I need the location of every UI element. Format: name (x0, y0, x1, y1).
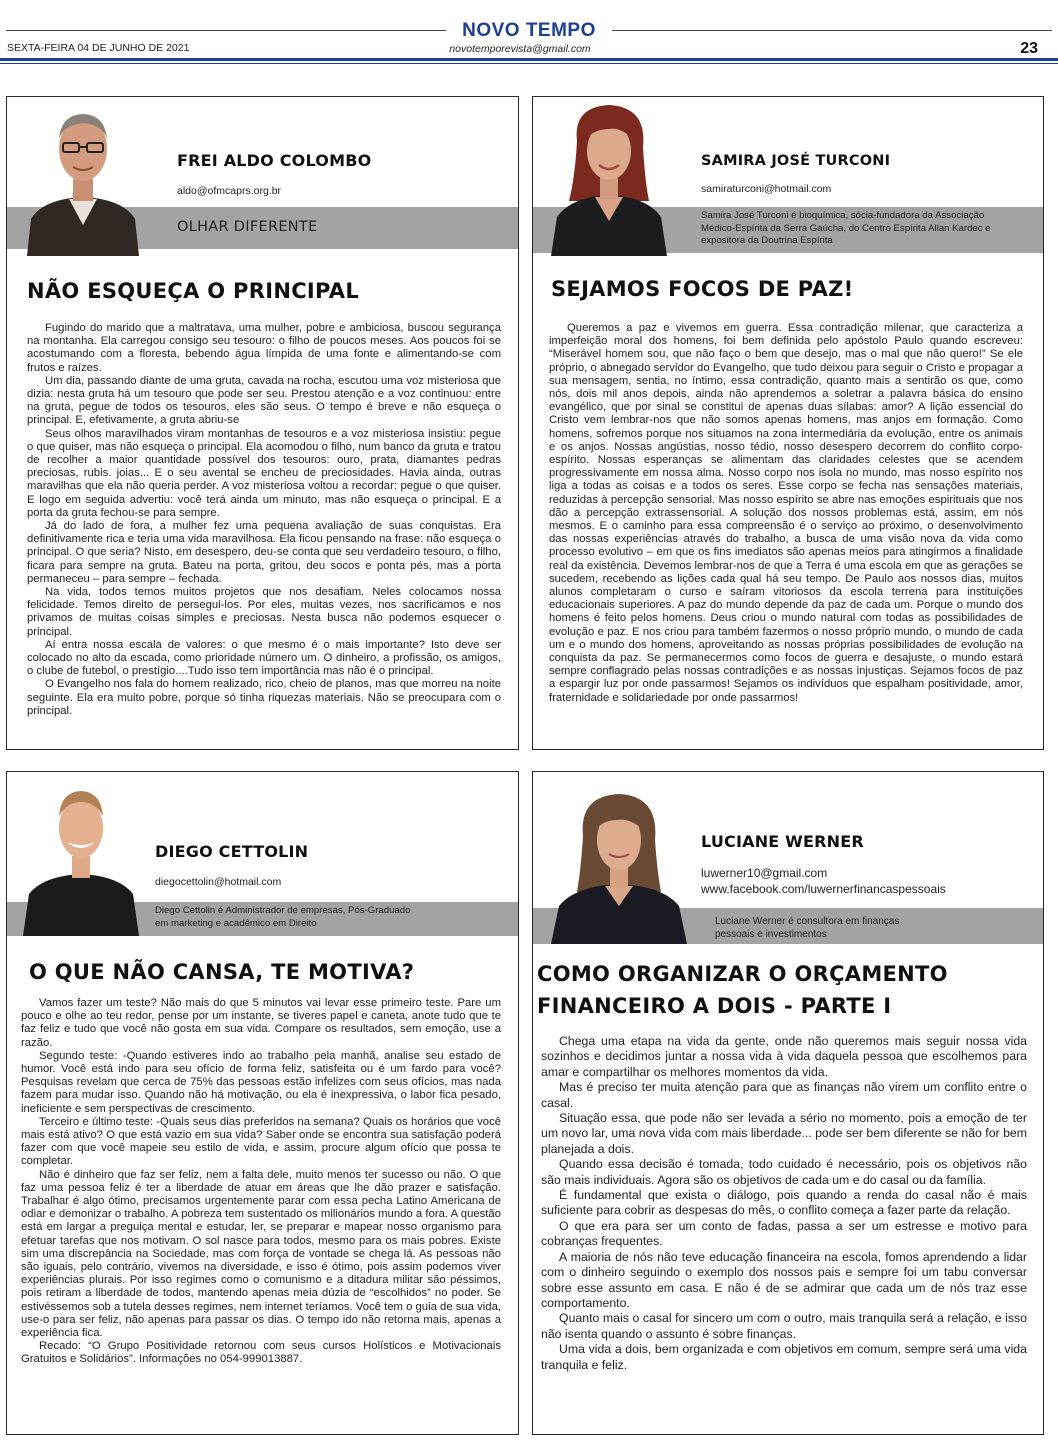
article-paragraph: Chega uma etapa na vida da gente, onde não queremos mais seguir nossa vida sozinhos e decidimos juntar a nossa vida à vida daquela pessoa que escolhemos para amar e compartilhar os melhores momentos da vida. (541, 1034, 1027, 1079)
issue-date: SEXTA-FEIRA 04 DE JUNHO DE 2021 (7, 42, 190, 54)
article-paragraph: Um dia, passando diante de uma gruta, cavada na rocha, escutou uma voz misteriosa que dizia: nesta gruta há um tesouro que pode ser seu. Prestou atenção e a voz continuou: entre na gruta, pegue de todos os tesouros, eles são seus. O tempo é breve e não esqueça o principal. E, efetivamente, a gruta abriu-se (27, 374, 501, 427)
article-body (549, 322, 1023, 705)
author-email[interactable]: luwerner10@gmail.com (701, 866, 828, 880)
author-name: FREI ALDO COLOMBO (177, 151, 372, 170)
header-rule (0, 58, 1058, 61)
author-bio: Samira José Turconi é bioquímica, sócia-fundadora da Associação Médico-Espírita da Serra Gaúcha, do Centro Espírita Allan Kardec e expositora da Doutrina Espírita (701, 210, 991, 246)
article-paragraph: Segundo teste: -Quando estiveres indo ao trabalho pela manhã, analise seu estado de humor. Você está indo para seu ofício de forma feliz, satisfeita ou é um fardo para você? Pesquisas revelam que cerca de 75% das pessoas estão infelizes com seus ofícios, mas nada fazem para mudar isso. Quando não há motivação, ou ela é inexpressiva, o labor fica pesado, ineficiente e sem perspectivas de crescimento. (21, 1049, 501, 1115)
article-paragraph: Queremos a paz e vivemos em guerra. Essa contradição milenar, que caracteriza a imperfeição moral dos homens, foi bem definida pelo apóstolo Paulo quando escreveu: “Miserável homem sou, que não faço o bem que desejo, mas o mal que não quero!” Se ele próprio, o abnegado servidor do Evangelho, que tudo deixou para seguir o Cristo e propagar a sua mensagem, sentia, no íntimo, essa contradição, quanto mais a sentirão os que, como nós, dois mil anos depois, ainda não aprendemos a soletrar a palavra básica do ensino evangélico, que por sinal se constitui de apenas duas sílabas: amor? A lição essencial do Cristo vem lembrar-nos que não somos apenas homens, mas anjos em formação. Como homens, sofremos porque nos situamos na zona intermediária da evolução, entre os animais e os anjos. Nossas angústias, nosso tédio, nosso desespero decorrem do conflito corpo-espírito. Nossas esperanças se alimentam das claridades celestes que se acendem progressivamente em nossa alma. Nosso corpo nos isola no mundo, mas nosso espírito nos liga a todas as coisas e a todos os seres. Esse corpo se fecha nas sensações materiais, reduzidas à percepção sensorial. Mas nosso espírito se abre nas emoções espirituais que nos dão a percepção extrassensorial. A solução dos nossos problemas está, assim, em nós mesmos. E o caminho para essa compreensão é o serviço ao próximo, o desenvolvimento das nossas experiências através do trabalho, a busca de uma visão nova da vida como processo evolutivo – em que os fins imediatos são apenas meios para atingirmos a finalidade real da existência. Devemos lembrar-nos de que a Terra é uma escola em que as gerações se sucedem, recebendo as lições cada qual há seu tempo. De Paulo aos nossos dias, muitos alunos completaram o curso e saíram vitoriosos da escola terrena para instituições educacionais superiores. A paz do mundo depende da paz de cada um. Porque o mundo dos homens é feito pelos homens. Deus criou o mundo natural com todas as possibilidades de evolução e paz. E nos criou para também fazermos o nosso próprio mundo, o mundo de cada um e o mundo dos homens, aproveitando as nossas próprias possibilidades de evolução na conquista da paz. Se permanecermos como focos de guerra e desajuste, o mundo estará sempre conflagrado pelas nossas contradições e as nossas injustiças. Sejamos focos de paz a espargir luz por onde passarmos! Sejamos os indivíduos que espalham positividade, amor, fraternidade e solidariedade por onde passarmos! (549, 322, 1023, 704)
article-paragraph: Aí entra nossa escala de valores: o que mesmo é o mais importante? Isto deve ser colocado no alto da escada, como prioridade número um. O dinheiro, a profissão, os amigos, o clube de futebol, o prestígio....Tudo isso tem importância mas não é o principal. (27, 638, 501, 678)
article-title: SEJAMOS FOCOS DE PAZ! (551, 277, 854, 301)
publication-email[interactable]: novotemporevista@gmail.com (449, 43, 591, 55)
author-name: LUCIANE WERNER (701, 832, 864, 851)
article-title (537, 958, 948, 1022)
article-paragraph: Mas é preciso ter muita atenção para que as finanças não virem um conflito entre o casal. (541, 1080, 1027, 1110)
article-paragraph: O que era para ser um conto de fadas, passa a ser um estresse e motivo para cobranças frequentes. (541, 1218, 1027, 1249)
article-paragraph: Quando essa decisão é tomada, todo cuidado é necessário, pois os objetivos não são mais individuais. Agora são os objetivos de cada um e do casal ou da família. (541, 1157, 1027, 1187)
author-website[interactable]: www.facebook.com/luwernerfinancaspessoais (701, 882, 946, 896)
author-photo (21, 782, 141, 936)
article-title-line-2: FINANCEIRO A DOIS - PARTE I (537, 994, 892, 1018)
author-email[interactable]: diegocettolin@hotmail.com (155, 876, 282, 888)
page-header (0, 0, 1058, 66)
article-paragraph: Uma vida a dois, bem organizada e com objetivos em comum, sempre será uma vida tranquila e feliz. (541, 1342, 1027, 1372)
article-title: NÃO ESQUEÇA O PRINCIPAL (27, 279, 360, 303)
article-paragraph: É fundamental que exista o diálogo, pois quando a renda do casal não é mais suficiente para cobrir as despesas do mês, o conflito começa a fazer parte da relação. (541, 1188, 1027, 1218)
article-body (541, 1034, 1027, 1373)
page-number: 23 (1020, 40, 1038, 57)
author-photo (23, 101, 143, 256)
article-paragraph: Já do lado de fora, a mulher fez uma pequena avaliação de suas conquistas. Era definitivamente rica e teria uma vida maravilhosa. Ela ficou pensando na frase: não esqueça o principal. O que seria? Nisto, em desespero, deu-se conta que seu verdadeiro tesouro, o filho, ficara para sempre na gruta. Bateu na porta, gritou, deu socos e ponta pés, mas a porta permaneceu – para sempre – fechada. (27, 520, 501, 585)
article-paragraph: Fugindo do marido que a maltratava, uma mulher, pobre e ambiciosa, buscou segurança na montanha. Ela carregou consigo seu tesouro: o filho de poucos meses. Aos poucos foi se acostumando com a floresta, bebendo água límpida de uma fonte e alimentando-se com frutos e raízes. (27, 322, 501, 374)
author-name: SAMIRA JOSÉ TURCONI (701, 153, 891, 169)
article-paragraph: Quanto mais o casal for sincero um com o outro, mais tranquila será a relação, e isso não isenta quando o assunto é sobre finanças. (541, 1311, 1027, 1341)
column-diego-cettolin (6, 771, 519, 1435)
article-paragraph: O Evangelho nos fala do homem realizado, rico, cheio de planos, mas que morreu na noite seguinte. Ela era muito pobre, porque só tinha riquezas materiais. Não se preocupara com o principal. (27, 678, 501, 717)
author-email[interactable]: samiraturconi@hotmail.com (701, 183, 832, 195)
author-email[interactable]: aldo@ofmcaprs.org.br (177, 185, 282, 197)
article-paragraph: Recado: “O Grupo Positividade retornou com seus cursos Holísticos e Motivacionais Gratuitos e Solidários”. Informações no 054-999013887. (21, 1340, 501, 1366)
author-name: DIEGO CETTOLIN (155, 842, 309, 861)
article-body (21, 997, 501, 1367)
article-paragraph: Vamos fazer um teste? Não mais do que 5 minutos vai levar esse primeiro teste. Pare um pouco e olhe ao teu redor, pense por um instante, se tiveres papel e caneta, anote tudo que te faz feliz e tudo que você não gosta em sua vida. Compare os resultados, sem emoção, use a razão. (21, 997, 501, 1049)
article-paragraph: Não é dinheiro que faz ser feliz, nem a falta dele, muito menos ter sucesso ou não. O que faz uma pessoa feliz é ter a liberdade de atuar em áreas que lhe dão prazer e satisfação. Trabalhar é algo ótimo, precisamos urgentemente parar com essa pecha Latino Americana de odiar e demonizar o trabalho. A pobreza tem sustentado os milionários mundo a fora. A questão está em largar a preguiça mental e estudar, ler, se preparar e mapear nosso organismo para efetuar tarefas que nos motivam. O sol nasce para todos, mesmo para os mais pobres. Existe sim uma discrepância na Sociedade, mas com força de vontade se chega lá. As pessoas não são iguais, pelo contrário, vivemos na diversidade, e isso é ótimo, pois assim podemos viver experiências plurais. Por isso regimes como o comunismo e a ditadura militar são péssimos, pois retiram a liberdade de todos, mantendo apenas meia dúzia de “escolhidos” no poder. Se estivéssemos sob a tutela desses regimes, nem internet teríamos. Você tem o guia de sua vida, use-o para ser feliz, não apenas para passar os dias. O tempo ido não retorna mais, apenas a experiência fica. (21, 1168, 501, 1340)
article-title-line-1: COMO ORGANIZAR O ORÇAMENTO (537, 962, 948, 986)
article-paragraph: Seus olhos maravilhados viram montanhas de tesouros e a voz misteriosa insistiu: pegue o que quiser, mas não esqueça o principal. Ela acomodou o filho, num banco da gruta e tratou de recolher a maior quantidade possível dos tesouros: ouro, prata, diamantes pedras preciosas, rubis. joias... E o seu avental se encheu de preciosidades. Havia ainda, outras maravilhas que ela não queria perder. A voz misteriosa voltou a recordar: pegue o que quiser. E logo em seguida advertiu: você terá ainda um minuto, mas não esqueça o principal. E a porta da gruta fechou-se para sempre. (27, 427, 501, 519)
article-paragraph: Terceiro e último teste: -Quais seus dias preferidos na semana? Quais os horários que você mais está ativo? O que está vazio em sua vida? Saber onde se encontra sua satisfação poderá fazer com que você mapeie seu estilo de vida, e assim, procure algum ofício que possa te completar. (21, 1115, 501, 1168)
column-name: OLHAR DIFERENTE (177, 219, 318, 235)
header-rule-thin (0, 63, 1058, 64)
column-frei-aldo (6, 96, 519, 750)
author-photo (549, 788, 689, 944)
article-body (27, 322, 501, 718)
column-luciane-werner (532, 771, 1044, 1435)
author-photo (549, 101, 669, 256)
article-paragraph: Situação essa, que pode não ser levada a sério no momento, pois a emoção de ter um novo lar, uma nova vida com mais liberdade... pode ser bem diferente se não for bem planejada a dois. (541, 1111, 1027, 1156)
article-paragraph: Na vida, todos temos muitos projetos que nos desafiam. Neles colocamos nossa felicidade. Temos direito de persegui-los. Por eles, muitas vezes, nos sacrificamos e nos privamos de muitas coisas simples e preciosas. Nesta busca não podemos esquecer o principal. (27, 586, 501, 638)
article-paragraph: A maioria de nós não teve educação financeira na escola, fomos aprendendo a lidar com o dinheiro seguindo o exemplo dos nossos pais e sempre foi um tabu conversar sobre esse assunto em casa. E não é de se admirar que cada um de nós traz esse comportamento. (541, 1249, 1027, 1310)
column-samira-turconi (532, 96, 1044, 750)
author-bio: Luciane Werner é consultora em finanças pessoais e investimentos (715, 916, 900, 940)
masthead: NOVO TEMPO (0, 20, 1058, 42)
article-title: O QUE NÃO CANSA, TE MOTIVA? (29, 960, 415, 984)
author-bio: Diego Cettolin é Administrador de empresas, Pós-Graduado em marketing e acadêmico em Direito (155, 905, 411, 929)
